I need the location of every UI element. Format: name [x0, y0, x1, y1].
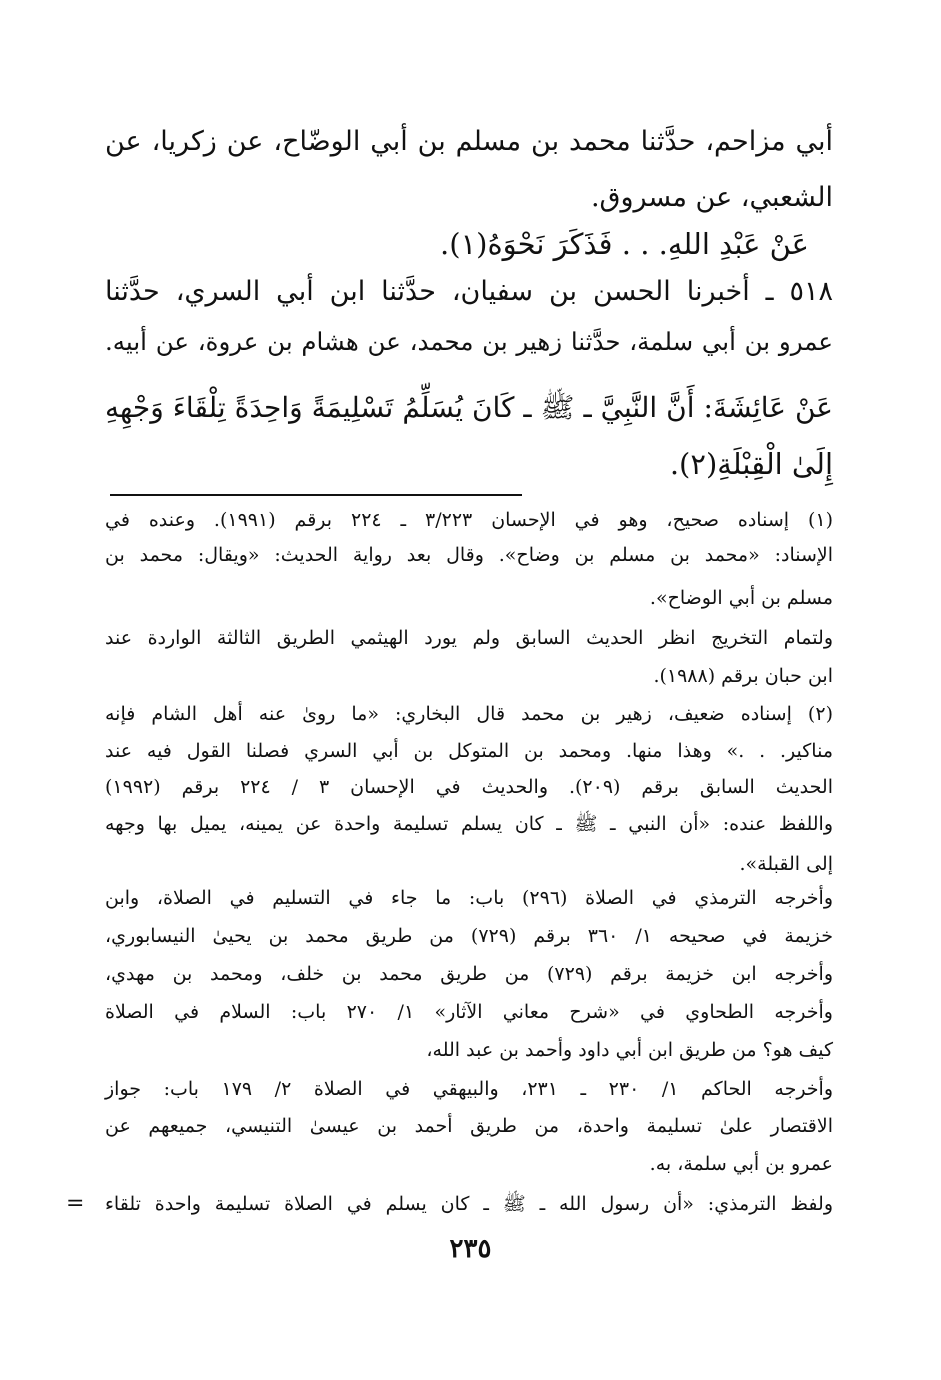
footnote-line: الإسناد: «محمد بن مسلم بن وضاح». وقال بعد رواية الحديث: «ويقال: محمد بن	[105, 544, 833, 566]
footnote-line: الحديث السابق برقم (٢٠٩). والحديث في الإحسان ٣ / ٢٢٤ برقم (١٩٩٢)	[105, 776, 833, 798]
footnote-line: الاقتصار علىٰ تسليمة واحدة، من طريق أحمد بن عيسىٰ التنيسي، جميعهم عن	[105, 1115, 833, 1137]
footnote-line: خزيمة في صحيحه ١/ ٣٦٠ برقم (٧٢٩) من طريق محمد بن يحيىٰ النيسابوري،	[105, 925, 834, 947]
footnote-line: وأخرجه الحاكم ١/ ٢٣٠ ـ ٢٣١، والبيهقي في الصلاة ٢/ ١٧٩ باب: جواز	[105, 1078, 834, 1100]
footnote-line: واللفظ عنده: «أن النبي ـ ﷺ ـ كان يسلم تسليمة واحدة عن يمينه، يميل بها وجهه	[105, 813, 833, 835]
main-text-line: الشعبي، عن مسروق.	[590, 182, 833, 213]
footnote-line: (١) إسناده صحيح، وهو في الإحسان ٣/٢٢٣ ـ ٢٢٤ برقم (١٩٩١). وعنده في	[105, 509, 833, 531]
footnote-line: ابن حبان برقم (١٩٨٨).	[653, 665, 833, 687]
footnote-line: مسلم بن أبي الوضاح».	[649, 587, 833, 609]
footnote-line: وأخرجه الطحاوي في «شرح معاني الآثار» ١/ ٢٧٠ باب: السلام في الصلاة	[105, 1001, 833, 1023]
hadith-text-line: عَنْ عَبْدِ اللهِ. . . فَذَكَرَ نَحْوَهُ(١).	[440, 227, 809, 261]
main-text-line: أبي مزاحم، حدَّثنا محمد بن مسلم بن أبي الوضّاح، عن زكريا، عن	[105, 126, 833, 157]
footnote-line: إلى القبلة».	[739, 853, 833, 875]
main-text-line: عمرو بن أبي سلمة، حدَّثنا زهير بن محمد، عن هشام بن عروة، عن أبيه.	[105, 327, 833, 356]
footnote-line: وأخرجه ابن خزيمة برقم (٧٢٩) من طريق محمد بن خلف، ومحمد بن مهدي،	[105, 963, 833, 985]
footnote-line: كيف هو؟ من طريق ابن أبي داود وأحمد بن عبد الله،	[426, 1039, 833, 1061]
footnote-separator	[110, 494, 522, 496]
footnote-line: ولفظ الترمذي: «أن رسول الله ـ ﷺ ـ كان يسلم في الصلاة تسليمة واحدة تلقاء	[105, 1193, 833, 1215]
footnote-line: عمرو بن أبي سلمة، به.	[649, 1153, 833, 1175]
continuation-mark: =	[66, 1191, 85, 1216]
footnote-line: ولتمام التخريج انظر الحديث السابق ولم يورد الهيثمي الطريق الثالثة الواردة عند	[105, 627, 833, 649]
footnote-line: مناكير. . .» وهذا منها. ومحمد بن المتوكل بن أبي السري فصلنا القول فيه عند	[105, 740, 833, 762]
hadith-text-line: عَنْ عَائِشَةَ: أَنَّ النَّبِيَّ ـ ﷺ ـ كَانَ يُسَلِّمُ تَسْلِيمَةً وَاحِدَةً تِلْقَاءَ وَجْهِهِ	[105, 391, 833, 424]
page-number: ٢٣٥	[449, 1234, 492, 1264]
footnote-line: وأخرجه الترمذي في الصلاة (٢٩٦) باب: ما جاء في التسليم في الصلاة، وابن	[105, 887, 833, 909]
main-text-line: ٥١٨ ـ أخبرنا الحسن بن سفيان، حدَّثنا ابن أبي السري، حدَّثنا	[105, 276, 833, 307]
hadith-text-line: إِلَىٰ الْقِبْلَةِ(٢).	[669, 447, 833, 481]
footnote-line: (٢) إسناده ضعيف، زهير بن محمد قال البخاري: «ما روىٰ عنه أهل الشام فإنه	[105, 703, 833, 725]
